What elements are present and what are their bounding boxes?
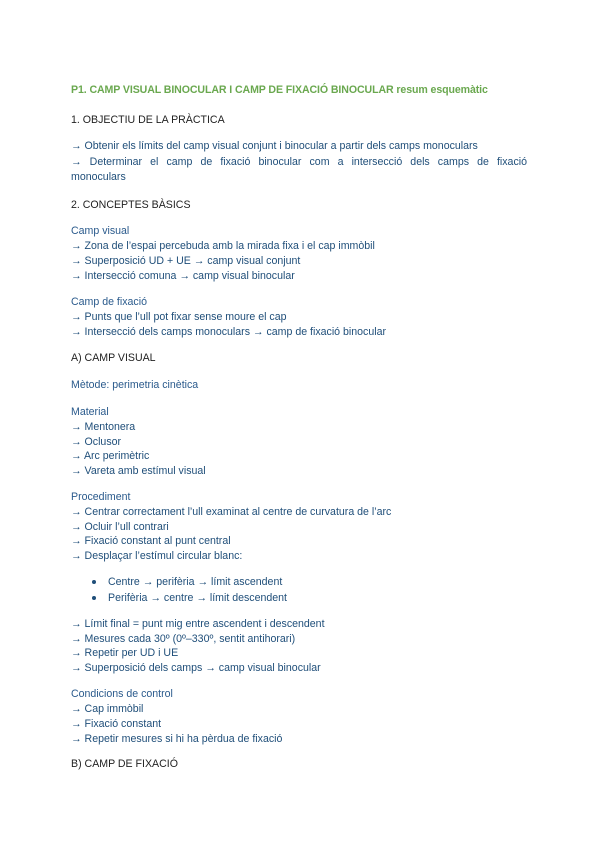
bullet-item: Centre → perifèria → límit ascendent	[108, 576, 283, 588]
camp-fixacio-item: → Punts que l’ull pot fixar sense moure el cap	[71, 311, 287, 323]
camp-visual-label: Camp visual	[71, 225, 130, 237]
objectiu-line-2: → Determinar el camp de fixació binocular com a intersecció dels camps de fixació	[71, 156, 527, 168]
bullet-dot	[92, 596, 96, 600]
procediment-item: → Centrar correctament l’ull examinat al centre de curvatura de l’arc	[71, 506, 392, 518]
control-item: → Fixació constant	[71, 718, 162, 730]
material-item: → Vareta amb estímul visual	[71, 465, 206, 477]
camp-fixacio-item: → Intersecció dels camps monoculars → camp de fixació binocular	[71, 326, 387, 338]
procediment-after-item: → Superposició dels camps → camp visual binocular	[71, 662, 321, 674]
procediment-item: → Ocluir l’ull contrari	[71, 521, 169, 533]
material-item: → Mentonera	[71, 421, 136, 433]
material-item: → Oclusor	[71, 436, 122, 448]
procediment-label: Procediment	[71, 491, 131, 503]
objectiu-line-2-cont: monoculars	[71, 171, 126, 183]
section-heading-conceptes: 2. CONCEPTES BÀSICS	[71, 199, 191, 211]
document-subtitle: resum esquemàtic	[396, 84, 488, 96]
material-label: Material	[71, 406, 109, 418]
control-label: Condicions de control	[71, 688, 173, 700]
camp-visual-item: → Intersecció comuna → camp visual binocular	[71, 270, 295, 282]
camp-visual-item: → Superposició UD + UE → camp visual conjunt	[71, 255, 301, 267]
control-item: → Cap immòbil	[71, 703, 144, 715]
control-item: → Repetir mesures si hi ha pèrdua de fixació	[71, 733, 283, 745]
procediment-item: → Desplaçar l’estímul circular blanc:	[71, 550, 243, 562]
metode-text: Mètode: perimetria cinètica	[71, 379, 199, 391]
section-heading-camp-fixacio: B) CAMP DE FIXACIÓ	[71, 758, 178, 770]
section-heading-objectiu: 1. OBJECTIU DE LA PRÀCTICA	[71, 114, 225, 126]
section-heading-camp-visual: A) CAMP VISUAL	[71, 352, 156, 364]
camp-fixacio-label: Camp de fixació	[71, 296, 147, 308]
camp-visual-item: → Zona de l’espai percebuda amb la mirada fixa i el cap immòbil	[71, 240, 375, 252]
procediment-after-item: → Mesures cada 30º (0º–330º, sentit antihorari)	[71, 633, 296, 645]
procediment-after-item: → Límit final = punt mig entre ascendent i descendent	[71, 618, 325, 630]
bullet-item: Perifèria → centre → límit descendent	[108, 592, 287, 604]
bullet-dot	[92, 580, 96, 584]
procediment-item: → Fixació constant al punt central	[71, 535, 231, 547]
objectiu-line-1: → Obtenir els límits del camp visual conjunt i binocular a partir dels camps monoculars	[71, 140, 478, 152]
material-item: → Arc perimètric	[71, 450, 150, 462]
document-title: P1. CAMP VISUAL BINOCULAR I CAMP DE FIXACIÓ BINOCULAR resum esquemàtic	[71, 84, 488, 96]
procediment-after-item: → Repetir per UD i UE	[71, 647, 179, 659]
